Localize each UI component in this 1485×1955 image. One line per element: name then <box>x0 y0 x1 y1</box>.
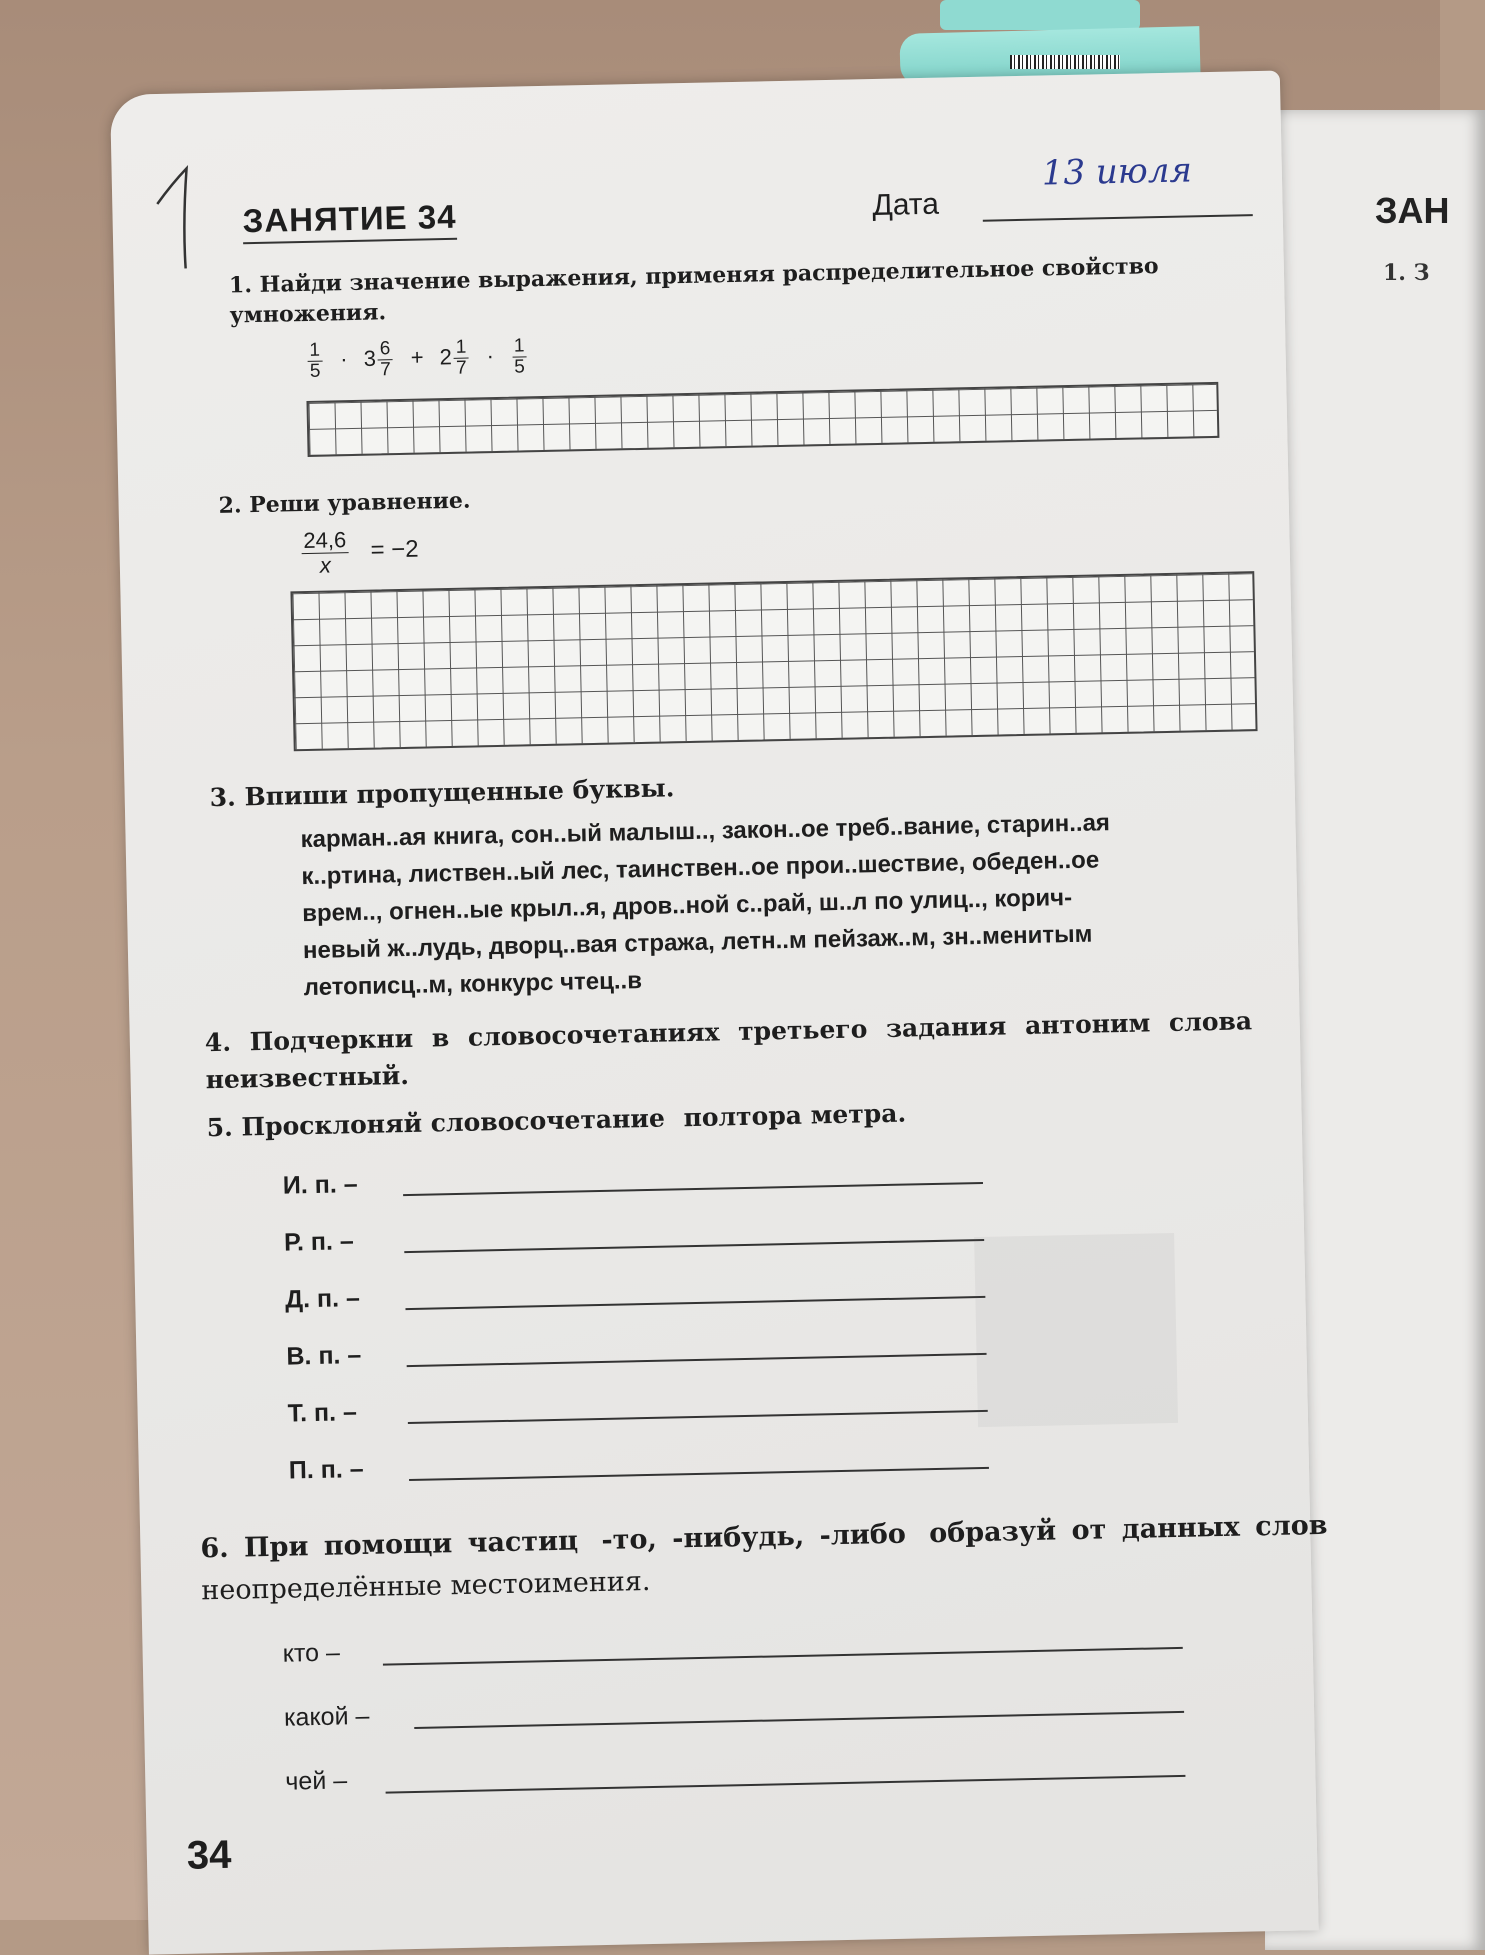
task5-instruction: 5. Просклоняй словосочетание <box>206 1103 666 1143</box>
case-instrumental-line[interactable] <box>408 1410 988 1424</box>
task3-line-3: врем.., огнен..ые крыл..я, дров..ной с..рай, ш..л по улиц.., корич- <box>301 884 1073 928</box>
task1-expression: $\frac{1}{5}$ · 3 $\frac{6}{7}$ + 2 $\frac{1}{7}$ · $\frac{1}{5}$ <box>309 335 526 382</box>
word-chey-line[interactable] <box>386 1775 1186 1794</box>
case-genitive: Р. п. – <box>283 1227 355 1257</box>
task1-text-line2: умножения. <box>229 299 387 329</box>
date-value: 13 июля <box>1041 150 1193 194</box>
task4-text: 4. Подчеркни в словосочетаниях третьего задания антоним слова <box>204 1006 1253 1058</box>
task2-text: 2. Реши уравнение. <box>218 487 471 519</box>
handwritten-mark <box>151 163 203 274</box>
task3-line-1: карман..ая книга, сон..ый малыш.., закон..ое треб..вание, старин..ая <box>300 809 1111 854</box>
task3-line-5: летописц..м, конкурс чтец..в <box>303 967 643 1002</box>
next-page-task-number: 1. З <box>1383 260 1430 286</box>
case-prepositional-line[interactable] <box>409 1467 989 1481</box>
word-kto-line[interactable] <box>383 1647 1183 1666</box>
task3-line-2: к..ртина, листвен..ый лес, таинствен..ое прои..шествие, обеден..ое <box>301 846 1100 891</box>
task5-phrase: полтора метра. <box>683 1098 907 1133</box>
task6-text-line2: неопределённые местоимения. <box>201 1566 651 1607</box>
task1-answer-grid[interactable] <box>306 382 1219 457</box>
lesson-title: ЗАНЯТИЕ 34 <box>242 198 457 244</box>
case-accusative-line[interactable] <box>407 1353 987 1367</box>
date-label: Дата <box>872 187 940 223</box>
word-kto: кто – <box>282 1638 341 1668</box>
task6-text <box>200 1510 1328 1565</box>
case-nominative-line[interactable] <box>403 1182 983 1196</box>
task5-text <box>206 1099 906 1143</box>
task4-bold-word: неизвестный. <box>205 1060 410 1095</box>
task6-particles: -то, -нибудь, -либо <box>601 1518 907 1557</box>
page-number: 34 <box>186 1832 232 1878</box>
task2-equation: $\frac{24,6}{x}$ = −2 <box>303 527 419 578</box>
word-chey: чей – <box>285 1766 348 1796</box>
case-prepositional: П. п. – <box>288 1454 364 1485</box>
task2-answer-grid[interactable] <box>290 571 1257 751</box>
word-kakoy-line[interactable] <box>414 1711 1184 1729</box>
case-dative-line[interactable] <box>405 1296 985 1310</box>
task6-instruction-a: 6. При помощи частиц <box>200 1525 579 1565</box>
case-instrumental: Т. п. – <box>287 1398 358 1428</box>
case-dative: Д. п. – <box>284 1284 361 1314</box>
case-accusative: В. п. – <box>286 1341 362 1371</box>
case-genitive-line[interactable] <box>404 1239 984 1253</box>
task1-text-line1: 1. Найди значение выражения, применяя распределительное свойство <box>228 253 1159 299</box>
faded-figure <box>974 1233 1178 1427</box>
task3-line-4: невый ж..лудь, дворц..вая стража, летн..м пейзаж..м, зн..менитым <box>302 920 1093 965</box>
workbook-page <box>110 70 1328 1954</box>
pen-cap <box>940 0 1140 30</box>
barcode-sticker <box>1010 55 1120 69</box>
word-kakoy: какой – <box>283 1701 370 1732</box>
task3-text: 3. Впиши пропущенные буквы. <box>209 773 675 813</box>
case-nominative: И. п. – <box>282 1170 358 1200</box>
next-page-title: ЗАН <box>1375 190 1450 231</box>
date-line[interactable] <box>983 214 1253 222</box>
task6-instruction-b: образуй от данных слов <box>928 1509 1328 1550</box>
